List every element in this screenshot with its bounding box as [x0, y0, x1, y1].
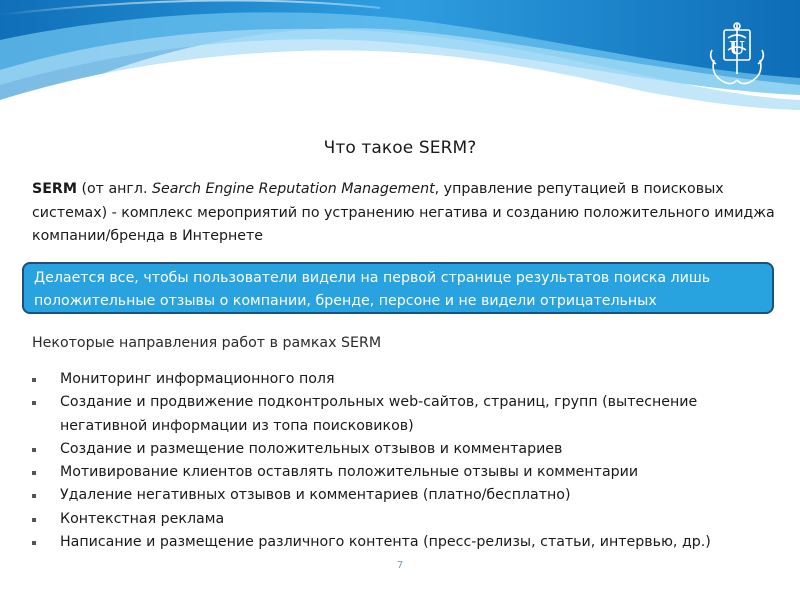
list-item-text: Написание и размещение различного контента (пресс-релизы, статьи, интервью, др.) [60, 534, 711, 551]
bullet-icon [32, 378, 36, 382]
list-item [32, 461, 777, 484]
bullet-icon [32, 494, 36, 498]
list-item [32, 438, 777, 461]
page-title: Что такое SERM? [323, 138, 477, 158]
list-item [32, 531, 777, 554]
definition-rest: , управление репутацией в поисковых системах) - комплекс мероприятий по устранению негатива и созданию положительного имиджа компании/бренда в Интернете [32, 181, 775, 244]
directions-heading: Некоторые направления работ в рамках SERM [32, 335, 382, 351]
list-item [32, 368, 777, 391]
list-item-text: Создание и продвижение подконтрольных web-сайтов, страниц, групп (вытеснение негативной информации из топа поисковиков) [60, 394, 698, 434]
bullet-icon [32, 448, 36, 452]
definition-english: Search Engine Reputation Management [151, 181, 435, 197]
serm-definition [32, 178, 777, 249]
list-item [32, 508, 777, 531]
list-item [32, 484, 777, 507]
bullet-icon [32, 401, 36, 405]
banner-waves [0, 0, 800, 135]
list-item-text: Создание и размещение положительных отзывов и комментариев [60, 440, 563, 457]
list-item-text: Мотивирование клиентов оставлять положительные отзывы и комментарии [60, 464, 639, 481]
bullet-icon [32, 541, 36, 545]
list-item-text: Мониторинг информационного поля [60, 371, 335, 387]
page-number: 7 [396, 560, 404, 571]
header-banner [0, 0, 800, 135]
university-crest-icon [704, 20, 770, 92]
bullet-icon [32, 471, 36, 475]
directions-list [32, 368, 777, 554]
highlight-box [22, 262, 774, 314]
svg-text:U: U [729, 38, 745, 59]
definition-open: (от англ. [76, 181, 152, 197]
bullet-icon [32, 518, 36, 522]
list-item [32, 391, 777, 438]
highlight-text: Делается все, чтобы пользователи видели на первой странице результатов поиска лишь положительные отзывы о компании, бренде, персоне и не видели отрицательных [34, 270, 711, 309]
list-item-text: Удаление негативных отзывов и комментариев (платно/бесплатно) [60, 487, 571, 504]
list-item-text: Контекстная реклама [60, 510, 225, 527]
definition-term: SERM [32, 181, 77, 197]
